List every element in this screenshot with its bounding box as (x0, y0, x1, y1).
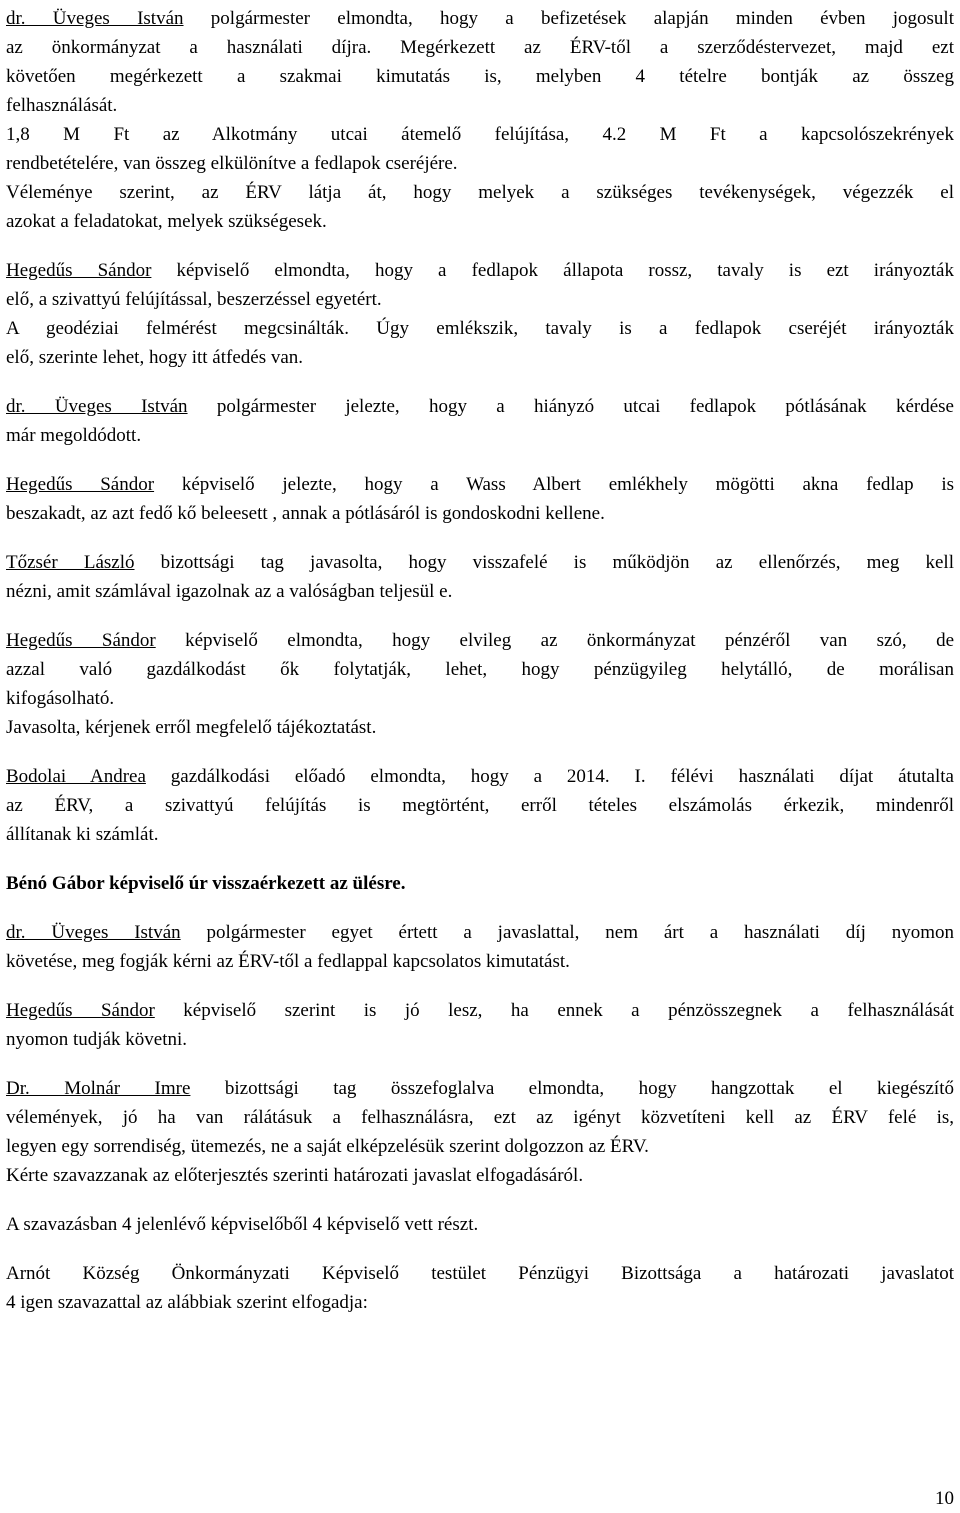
text-line (6, 548, 954, 577)
text-segment: A geodéziai felmérést megcsinálták. Úgy emlékszik, tavaly is a fedlapok cseréjét irányozták (6, 318, 954, 339)
text-line (6, 820, 954, 849)
paragraph (6, 1210, 954, 1239)
paragraph (6, 869, 954, 898)
text-segment: követően megérkezett a szakmai kimutatás is, melyben 4 tételre bontják az összeg (6, 66, 954, 87)
text-line (6, 1259, 954, 1288)
text-line (6, 1132, 954, 1161)
text-segment: bizottsági tag javasolta, hogy visszafelé is működjön az ellenőrzés, meg kell (134, 552, 954, 573)
text-segment: az ÉRV, a szivattyú felújítás is megtörtént, erről tételes elszámolás érkezik, mindenről (6, 795, 954, 816)
text-line (6, 314, 954, 343)
text-line (6, 178, 954, 207)
text-line (6, 1103, 954, 1132)
text-segment: állítanak ki számlát. (6, 824, 159, 845)
text-line (6, 62, 954, 91)
speaker-name: dr. Üveges István (6, 922, 181, 943)
text-line (6, 470, 954, 499)
text-line (6, 762, 954, 791)
text-line (6, 1210, 954, 1239)
paragraph (6, 178, 954, 236)
text-segment: gazdálkodási előadó elmondta, hogy a 2014. I. félévi használati díjat átutalta (145, 766, 954, 787)
text-line (6, 626, 954, 655)
text-line (6, 947, 954, 976)
text-segment: beszakadt, az azt fedő kő beleesett , annak a pótlásáról is gondoskodni kellene. (6, 503, 605, 524)
text-line (6, 713, 954, 742)
paragraph (6, 120, 954, 178)
text-segment: felhasználását. (6, 95, 118, 116)
text-segment: Kérte szavazzanak az előterjesztés szerinti határozati javaslat elfogadásáról. (6, 1165, 584, 1186)
text-segment: rendbetételére, van összeg elkülönítve a fedlapok cseréjére. (6, 153, 458, 174)
paragraph (6, 470, 954, 528)
text-line (6, 33, 954, 62)
text-segment: legyen egy sorrendiség, ütemezés, ne a saját elképzelésük szerint dolgozzon az ÉRV. (6, 1136, 649, 1157)
text-line (6, 577, 954, 606)
paragraph (6, 1259, 954, 1317)
text-segment: már megoldódott. (6, 425, 142, 446)
paragraph (6, 256, 954, 314)
text-line (6, 207, 954, 236)
text-line (6, 1025, 954, 1054)
speaker-name: dr. Üveges István (6, 8, 184, 29)
text-segment: képviselő szerint is jó lesz, ha ennek a pénzösszegnek a felhasználását (154, 1000, 954, 1021)
speaker-name: Bodolai Andrea (6, 766, 146, 787)
text-segment: képviselő elmondta, hogy a fedlapok állapota rossz, tavaly is ezt irányozták (151, 260, 954, 281)
text-segment: polgármester elmondta, hogy a befizetések alapján minden évben jogosult (183, 8, 954, 29)
text-segment: 1,8 M Ft az Alkotmány utcai átemelő felújítása, 4.2 M Ft a kapcsolószekrények (6, 124, 954, 145)
paragraph (6, 1074, 954, 1161)
text-segment: képviselő jelezte, hogy a Wass Albert emlékhely mögötti akna fedlap is (154, 474, 954, 495)
paragraph (6, 713, 954, 742)
text-segment: kifogásolható. (6, 688, 115, 709)
bold-notice: Bénó Gábor képviselő úr visszaérkezett az ülésre. (6, 873, 406, 894)
speaker-name: Tőzsér László (6, 552, 135, 573)
text-line (6, 996, 954, 1025)
text-segment: képviselő elmondta, hogy elvileg az önkormányzat pénzéről van szó, de (155, 630, 954, 651)
text-segment: azokat a feladatokat, melyek szükségesek. (6, 211, 327, 232)
document-body (6, 4, 954, 1317)
paragraph (6, 314, 954, 372)
text-line (6, 285, 954, 314)
text-segment: nyomon tudják követni. (6, 1029, 188, 1050)
paragraph (6, 626, 954, 713)
text-line (6, 918, 954, 947)
text-line (6, 684, 954, 713)
text-segment: azzal való gazdálkodást ők folytatják, lehet, hogy pénzügyileg helytálló, de morálisan (6, 659, 954, 680)
text-segment: Javasolta, kérjenek erről megfelelő tájékoztatást. (6, 717, 377, 738)
paragraph (6, 1161, 954, 1190)
text-line (6, 869, 954, 898)
text-line (6, 791, 954, 820)
paragraph (6, 392, 954, 450)
text-segment: vélemények, jó ha van rálátásuk a felhasználásra, ezt az igényt közvetíteni kell az ÉRV felé is, (6, 1107, 954, 1128)
document-page (6, 4, 954, 1337)
speaker-name: Hegedűs Sándor (6, 630, 156, 651)
speaker-name: Dr. Molnár Imre (6, 1078, 191, 1099)
text-segment: polgármester jelezte, hogy a hiányzó utcai fedlapok pótlásának kérdése (187, 396, 954, 417)
text-line (6, 392, 954, 421)
text-segment: A szavazásban 4 jelenlévő képviselőből 4 képviselő vett részt. (6, 1214, 479, 1235)
text-segment: elő, a szivattyú felújítással, beszerzéssel egyetért. (6, 289, 382, 310)
text-segment: elő, szerinte lehet, hogy itt átfedés van. (6, 347, 304, 368)
text-line (6, 499, 954, 528)
text-line (6, 1161, 954, 1190)
text-segment: követése, meg fogják kérni az ÉRV-től a fedlappal kapcsolatos kimutatást. (6, 951, 570, 972)
text-line (6, 256, 954, 285)
text-segment: az önkormányzat a használati díjra. Megérkezett az ÉRV-től a szerződéstervezet, majd ezt (6, 37, 954, 58)
speaker-name: dr. Üveges István (6, 396, 188, 417)
paragraph (6, 996, 954, 1054)
text-segment: Arnót Község Önkormányzati Képviselő testület Pénzügyi Bizottsága a határozati javaslatot (6, 1263, 954, 1284)
paragraph (6, 4, 954, 120)
text-line (6, 91, 954, 120)
text-segment: bizottsági tag összefoglalva elmondta, hogy hangzottak el kiegészítő (190, 1078, 954, 1099)
page-number: 10 (935, 1488, 954, 1509)
text-line (6, 421, 954, 450)
text-line (6, 1074, 954, 1103)
paragraph (6, 762, 954, 849)
text-line (6, 655, 954, 684)
paragraph (6, 918, 954, 976)
text-segment: 4 igen szavazattal az alábbiak szerint elfogadja: (6, 1292, 368, 1313)
text-segment: Véleménye szerint, az ÉRV látja át, hogy melyek a szükséges tevékenységek, végezzék el (6, 182, 954, 203)
speaker-name: Hegedűs Sándor (6, 260, 152, 281)
text-line (6, 343, 954, 372)
text-line (6, 1288, 954, 1317)
text-segment: polgármester egyet értett a javaslattal, nem árt a használati díj nyomon (180, 922, 954, 943)
speaker-name: Hegedűs Sándor (6, 1000, 155, 1021)
text-segment: nézni, amit számlával igazolnak az a valóságban teljesül e. (6, 581, 453, 602)
text-line (6, 4, 954, 33)
speaker-name: Hegedűs Sándor (6, 474, 155, 495)
paragraph (6, 548, 954, 606)
text-line (6, 149, 954, 178)
text-line (6, 120, 954, 149)
